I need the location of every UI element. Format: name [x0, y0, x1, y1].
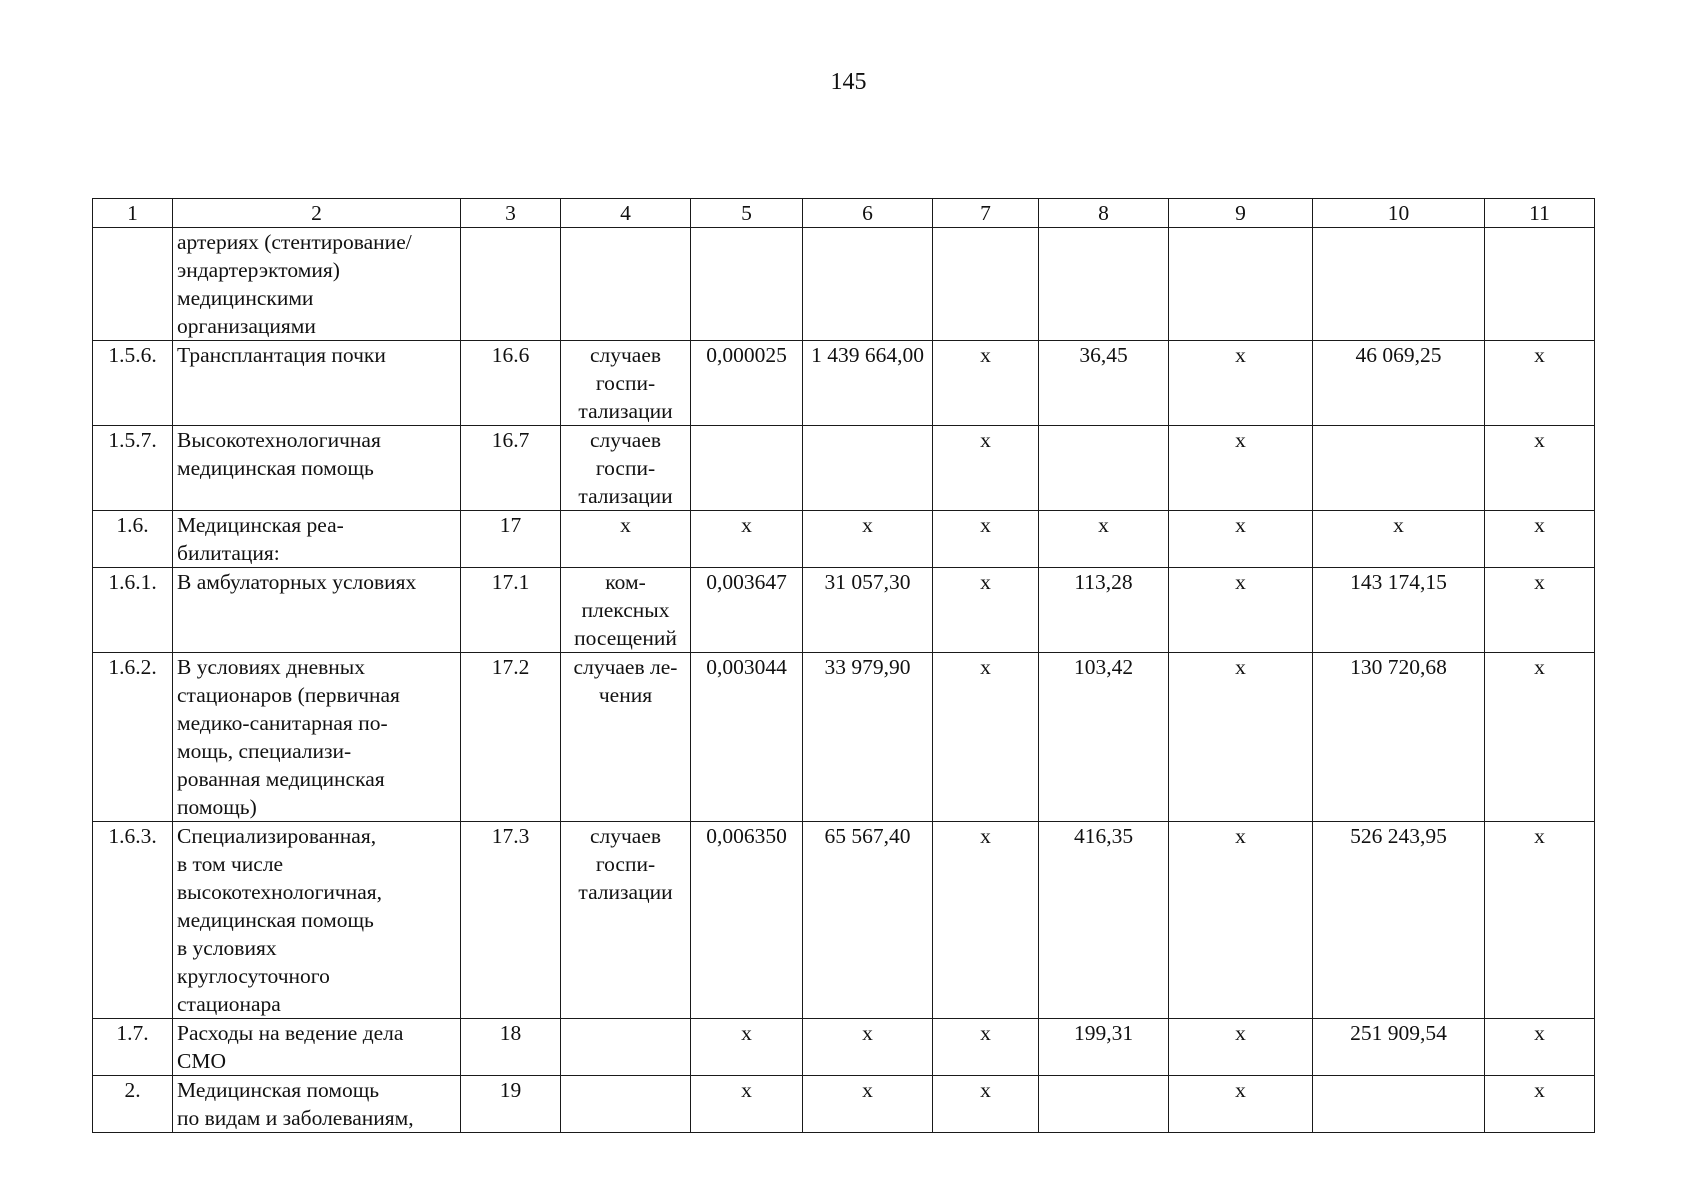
- row-name-text: Специализированная, в том числе высокотехнологичная, медицинская помощь в условиях круглосуточного стационара: [177, 824, 383, 1016]
- row-number-text: 1.6.2.: [108, 655, 157, 679]
- cell-col-9: [1169, 341, 1313, 426]
- row-number-text: 1.5.6.: [108, 343, 157, 367]
- cell-col-9: [1169, 511, 1313, 568]
- cell-col-10-text: 143 174,15: [1350, 570, 1447, 594]
- cell-col-9: [1169, 1019, 1313, 1076]
- cell-col-10-text: 526 243,95: [1350, 824, 1447, 848]
- cell-col-8-text: 113,28: [1074, 570, 1133, 594]
- cell-col-9: [1169, 568, 1313, 653]
- cell-col-11: [1485, 426, 1595, 511]
- cell-col-10-text: x: [1393, 513, 1404, 537]
- data-table: [92, 198, 1595, 1133]
- column-number: 5: [691, 199, 803, 228]
- row-code: [461, 426, 561, 511]
- cell-col-10: [1313, 822, 1485, 1019]
- row-unit: [561, 568, 691, 653]
- cell-col-11-text: x: [1534, 343, 1545, 367]
- cell-col-7-text: x: [980, 570, 991, 594]
- cell-col-9-text: x: [1235, 513, 1246, 537]
- cell-col-10-text: 130 720,68: [1350, 655, 1447, 679]
- cell-col-7-text: x: [980, 824, 991, 848]
- cell-col-8-text: 416,35: [1073, 824, 1134, 848]
- row-number: [93, 1076, 173, 1133]
- cell-col-6: [803, 653, 933, 822]
- cell-col-6-text: 31 057,30: [824, 570, 911, 594]
- cell-col-11: [1485, 228, 1595, 341]
- row-code: [461, 568, 561, 653]
- cell-col-6-text: 33 979,90: [824, 655, 911, 679]
- row-number-text: 2.: [124, 1078, 141, 1102]
- row-number-text: 1.7.: [116, 1021, 149, 1045]
- row-number: [93, 1019, 173, 1076]
- row-unit: [561, 1019, 691, 1076]
- row-unit: [561, 1076, 691, 1133]
- cell-col-9-text: x: [1235, 1078, 1246, 1102]
- row-code-text: 17.2: [491, 655, 530, 679]
- cell-col-11: [1485, 1076, 1595, 1133]
- cell-col-8: [1039, 228, 1169, 341]
- column-number: 2: [173, 199, 461, 228]
- table-row: [93, 1076, 1595, 1133]
- cell-col-10: [1313, 653, 1485, 822]
- row-number-text: 1.6.3.: [108, 824, 157, 848]
- cell-col-11: [1485, 1019, 1595, 1076]
- cell-col-10: [1313, 1076, 1485, 1133]
- row-unit-text: случаев госпи- тализации: [578, 824, 673, 904]
- row-code-text: 17.1: [491, 570, 530, 594]
- cell-col-11: [1485, 568, 1595, 653]
- column-number: 9: [1169, 199, 1313, 228]
- cell-col-7: [933, 341, 1039, 426]
- cell-col-8: [1039, 1019, 1169, 1076]
- row-name-text: В условиях дневных стационаров (первичная медико-санитарная по- мощь, специализи- рованная медицинская помощь): [177, 655, 400, 819]
- row-name: [173, 1019, 461, 1076]
- cell-col-7: [933, 653, 1039, 822]
- cell-col-6-text: x: [862, 1078, 873, 1102]
- row-unit-text: случаев госпи- тализации: [578, 343, 673, 423]
- row-unit: [561, 228, 691, 341]
- cell-col-9: [1169, 426, 1313, 511]
- row-name-text: Расходы на ведение дела СМО: [177, 1021, 404, 1073]
- row-name-text: артериях (стентирование/ эндартерэктомия) медицинскими организациями: [177, 230, 412, 338]
- cell-col-8-text: 199,31: [1073, 1021, 1134, 1045]
- cell-col-10-text: 46 069,25: [1355, 343, 1442, 367]
- cell-col-9-text: x: [1235, 343, 1246, 367]
- row-code-text: 17: [499, 513, 522, 537]
- cell-col-7: [933, 426, 1039, 511]
- row-number: [93, 511, 173, 568]
- cell-col-9: [1169, 822, 1313, 1019]
- row-code-text: 19: [499, 1078, 522, 1102]
- cell-col-6-text: 1 439 664,00: [811, 343, 924, 367]
- cell-col-7-text: x: [980, 1078, 991, 1102]
- cell-col-11-text: x: [1534, 513, 1545, 537]
- cell-col-11-text: x: [1534, 1078, 1545, 1102]
- cell-col-5: [691, 568, 803, 653]
- cell-col-11-text: x: [1534, 570, 1545, 594]
- row-number: [93, 341, 173, 426]
- cell-col-10: [1313, 511, 1485, 568]
- row-code-text: 17.3: [491, 824, 530, 848]
- row-unit-text: ком- плексных посещений: [574, 570, 677, 650]
- cell-col-5-text: x: [741, 1021, 752, 1045]
- row-name-text: Трансплантация почки: [177, 343, 386, 367]
- cell-col-11-text: x: [1534, 428, 1545, 452]
- cell-col-6: [803, 822, 933, 1019]
- column-number: 7: [933, 199, 1039, 228]
- cell-col-6: [803, 1076, 933, 1133]
- row-name-text: В амбулаторных условиях: [177, 570, 417, 594]
- cell-col-7: [933, 1019, 1039, 1076]
- cell-col-9: [1169, 1076, 1313, 1133]
- cell-col-7: [933, 511, 1039, 568]
- cell-col-6-text: x: [862, 1021, 873, 1045]
- cell-col-5: [691, 228, 803, 341]
- row-code: [461, 653, 561, 822]
- cell-col-5: [691, 511, 803, 568]
- column-number: 6: [803, 199, 933, 228]
- row-number-text: 1.6.1.: [108, 570, 157, 594]
- cell-col-6: [803, 228, 933, 341]
- cell-col-11-text: x: [1534, 1021, 1545, 1045]
- column-number: 11: [1485, 199, 1595, 228]
- table-row: [93, 1019, 1595, 1076]
- cell-col-5-text: x: [741, 1078, 752, 1102]
- row-unit-text: случаев госпи- тализации: [578, 428, 673, 508]
- table-row: [93, 426, 1595, 511]
- row-unit: [561, 653, 691, 822]
- cell-col-6: [803, 426, 933, 511]
- cell-col-6-text: x: [862, 513, 873, 537]
- row-code-text: 18: [499, 1021, 522, 1045]
- row-number: [93, 822, 173, 1019]
- cell-col-9-text: x: [1235, 570, 1246, 594]
- cell-col-9: [1169, 653, 1313, 822]
- row-code: [461, 228, 561, 341]
- row-number-text: 1.6.: [116, 513, 149, 537]
- cell-col-7: [933, 568, 1039, 653]
- row-name: [173, 653, 461, 822]
- row-code: [461, 822, 561, 1019]
- cell-col-5: [691, 1019, 803, 1076]
- cell-col-10: [1313, 341, 1485, 426]
- cell-col-8: [1039, 1076, 1169, 1133]
- cell-col-10: [1313, 228, 1485, 341]
- cell-col-5-text: 0,000025: [706, 343, 787, 367]
- cell-col-6: [803, 1019, 933, 1076]
- cell-col-8: [1039, 822, 1169, 1019]
- column-number-row: [93, 199, 1595, 228]
- cell-col-10-text: 251 909,54: [1350, 1021, 1447, 1045]
- row-number: [93, 228, 173, 341]
- cell-col-5-text: 0,003647: [706, 570, 787, 594]
- column-number: 10: [1313, 199, 1485, 228]
- row-unit-text: случаев ле- чения: [573, 655, 678, 707]
- row-name: [173, 228, 461, 341]
- cell-col-7-text: x: [980, 428, 991, 452]
- row-number: [93, 426, 173, 511]
- row-unit: [561, 341, 691, 426]
- page-number: 145: [830, 69, 867, 95]
- row-name: [173, 568, 461, 653]
- cell-col-9-text: x: [1235, 1021, 1246, 1045]
- table-row: [93, 511, 1595, 568]
- cell-col-5: [691, 341, 803, 426]
- cell-col-10: [1313, 426, 1485, 511]
- cell-col-7: [933, 228, 1039, 341]
- table-row: [93, 341, 1595, 426]
- cell-col-5-text: x: [741, 513, 752, 537]
- cell-col-9-text: x: [1235, 655, 1246, 679]
- cell-col-11: [1485, 822, 1595, 1019]
- cell-col-10: [1313, 1019, 1485, 1076]
- cell-col-7-text: x: [980, 513, 991, 537]
- cell-col-8: [1039, 341, 1169, 426]
- row-code: [461, 1019, 561, 1076]
- cell-col-11-text: x: [1534, 824, 1545, 848]
- row-unit-text: x: [620, 513, 631, 537]
- row-name-text: Медицинская реа- билитация:: [177, 513, 344, 565]
- cell-col-7-text: x: [980, 343, 991, 367]
- table-row: [93, 653, 1595, 822]
- row-unit: [561, 426, 691, 511]
- cell-col-11: [1485, 653, 1595, 822]
- row-name: [173, 426, 461, 511]
- row-unit: [561, 511, 691, 568]
- column-number: 3: [461, 199, 561, 228]
- row-name: [173, 511, 461, 568]
- cell-col-6: [803, 511, 933, 568]
- cell-col-5-text: 0,006350: [706, 824, 787, 848]
- cell-col-8: [1039, 568, 1169, 653]
- table-row: [93, 822, 1595, 1019]
- table-row: [93, 228, 1595, 341]
- cell-col-5-text: 0,003044: [706, 655, 787, 679]
- cell-col-7: [933, 1076, 1039, 1133]
- row-name: [173, 1076, 461, 1133]
- cell-col-8-text: x: [1098, 513, 1109, 537]
- cell-col-6: [803, 568, 933, 653]
- column-number: 1: [93, 199, 173, 228]
- cell-col-8: [1039, 511, 1169, 568]
- table-body: [93, 228, 1595, 1133]
- row-name: [173, 341, 461, 426]
- row-name-text: Медицинская помощь по видам и заболеваниям,: [177, 1078, 414, 1130]
- row-code-text: 16.7: [491, 428, 530, 452]
- row-unit: [561, 822, 691, 1019]
- cell-col-6-text: 65 567,40: [824, 824, 911, 848]
- cell-col-9-text: x: [1235, 824, 1246, 848]
- cell-col-7: [933, 822, 1039, 1019]
- cell-col-9-text: x: [1235, 428, 1246, 452]
- cell-col-5: [691, 426, 803, 511]
- cell-col-11: [1485, 511, 1595, 568]
- cell-col-5: [691, 653, 803, 822]
- cell-col-8-text: 36,45: [1079, 343, 1128, 367]
- cell-col-9: [1169, 228, 1313, 341]
- cell-col-8: [1039, 426, 1169, 511]
- row-code-text: 16.6: [491, 343, 530, 367]
- cell-col-7-text: x: [980, 1021, 991, 1045]
- column-number: 8: [1039, 199, 1169, 228]
- cell-col-7-text: x: [980, 655, 991, 679]
- row-number: [93, 568, 173, 653]
- row-code: [461, 511, 561, 568]
- row-number-text: 1.5.7.: [108, 428, 157, 452]
- row-name-text: Высокотехнологичная медицинская помощь: [177, 428, 381, 480]
- row-code: [461, 341, 561, 426]
- row-number: [93, 653, 173, 822]
- row-name: [173, 822, 461, 1019]
- cell-col-8: [1039, 653, 1169, 822]
- cell-col-5: [691, 822, 803, 1019]
- cell-col-8-text: 103,42: [1073, 655, 1134, 679]
- cell-col-5: [691, 1076, 803, 1133]
- cell-col-10: [1313, 568, 1485, 653]
- column-number: 4: [561, 199, 691, 228]
- table-row: [93, 568, 1595, 653]
- row-code: [461, 1076, 561, 1133]
- cell-col-6: [803, 341, 933, 426]
- cell-col-11: [1485, 341, 1595, 426]
- cell-col-11-text: x: [1534, 655, 1545, 679]
